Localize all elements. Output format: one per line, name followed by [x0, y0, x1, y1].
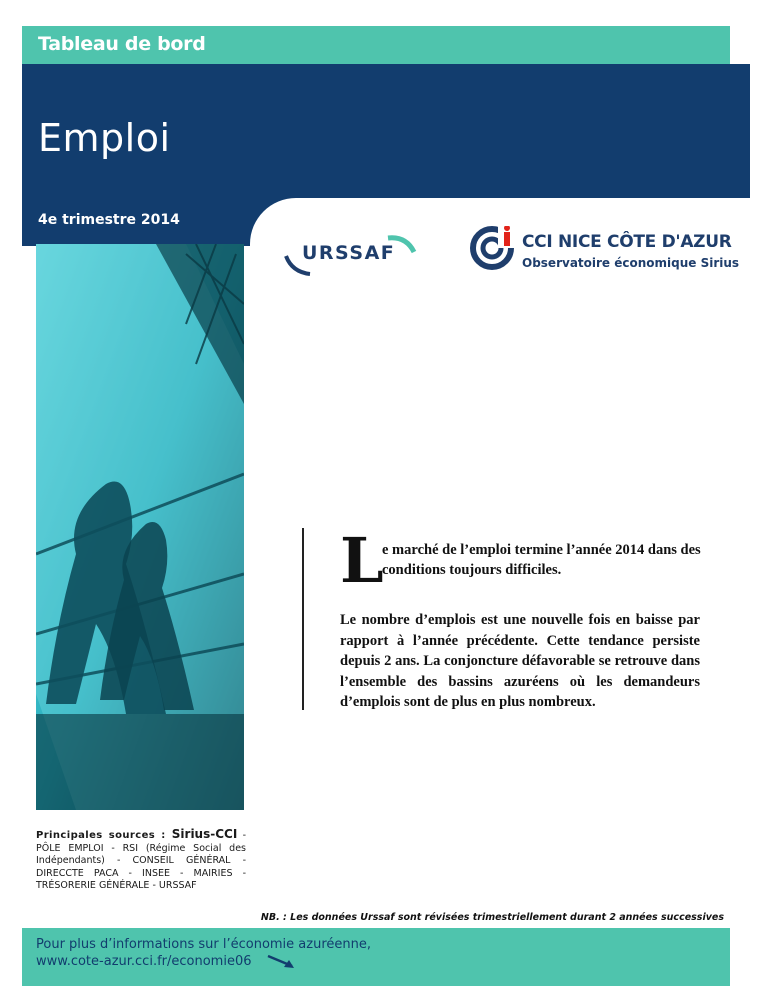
cover-photo — [36, 244, 244, 810]
sources-block — [36, 828, 246, 893]
sources-highlight: Sirius-CCI — [171, 827, 238, 841]
cci-subtitle: Observatoire économique Sirius — [522, 256, 740, 270]
urssaf-logo — [278, 228, 418, 276]
sources-list: - PÔLE EMPLOI - RSI (Régime Social des Indépendants) - CONSEIL GÉNÉRAL - DIRECCTE PACA - INSEE - MAIRIES - TRÉSORERIE GÉNÉRALE - URSSAF — [36, 830, 246, 891]
drop-cap: L — [340, 524, 384, 597]
period-label: 4e trimestre 2014 — [38, 212, 180, 228]
urssaf-wordmark: URSSAF — [302, 242, 396, 264]
footer-banner — [22, 928, 730, 986]
cci-emblem-icon — [470, 226, 516, 272]
pointer-arrow-icon — [266, 954, 296, 970]
footer-text: Pour plus d’informations sur l’économie azuréenne, — [36, 937, 371, 952]
cci-logo — [470, 224, 740, 278]
intro-lead: e marché de l’emploi termine l’année 2014 dans des conditions toujours difficiles. — [382, 542, 701, 578]
cover-photo-illustration — [36, 244, 244, 810]
page-title: Emploi — [38, 116, 171, 160]
section-banner — [22, 26, 730, 66]
footer-link[interactable]: www.cote-azur.cci.fr/economie06 — [36, 954, 252, 969]
section-title: Tableau de bord — [38, 33, 206, 55]
sources-label: Principales sources : — [36, 830, 172, 841]
divider-line — [302, 528, 304, 710]
partner-logos — [270, 220, 740, 280]
data-note: NB. : Les données Urssaf sont révisées trimestriellement durant 2 années successives — [260, 912, 724, 923]
cci-name: CCI NICE CÔTE D'AZUR — [522, 232, 732, 252]
intro-body: Le nombre d’emplois est une nouvelle fois en baisse par rapport à l’année précédente. Cette tendance persiste depuis 2 ans. La conjoncture défavorable se retrouve dans l’ensemble des bassins azuréens où les demandeurs d’emplois sont de plus en plus nombreux. — [340, 612, 700, 710]
